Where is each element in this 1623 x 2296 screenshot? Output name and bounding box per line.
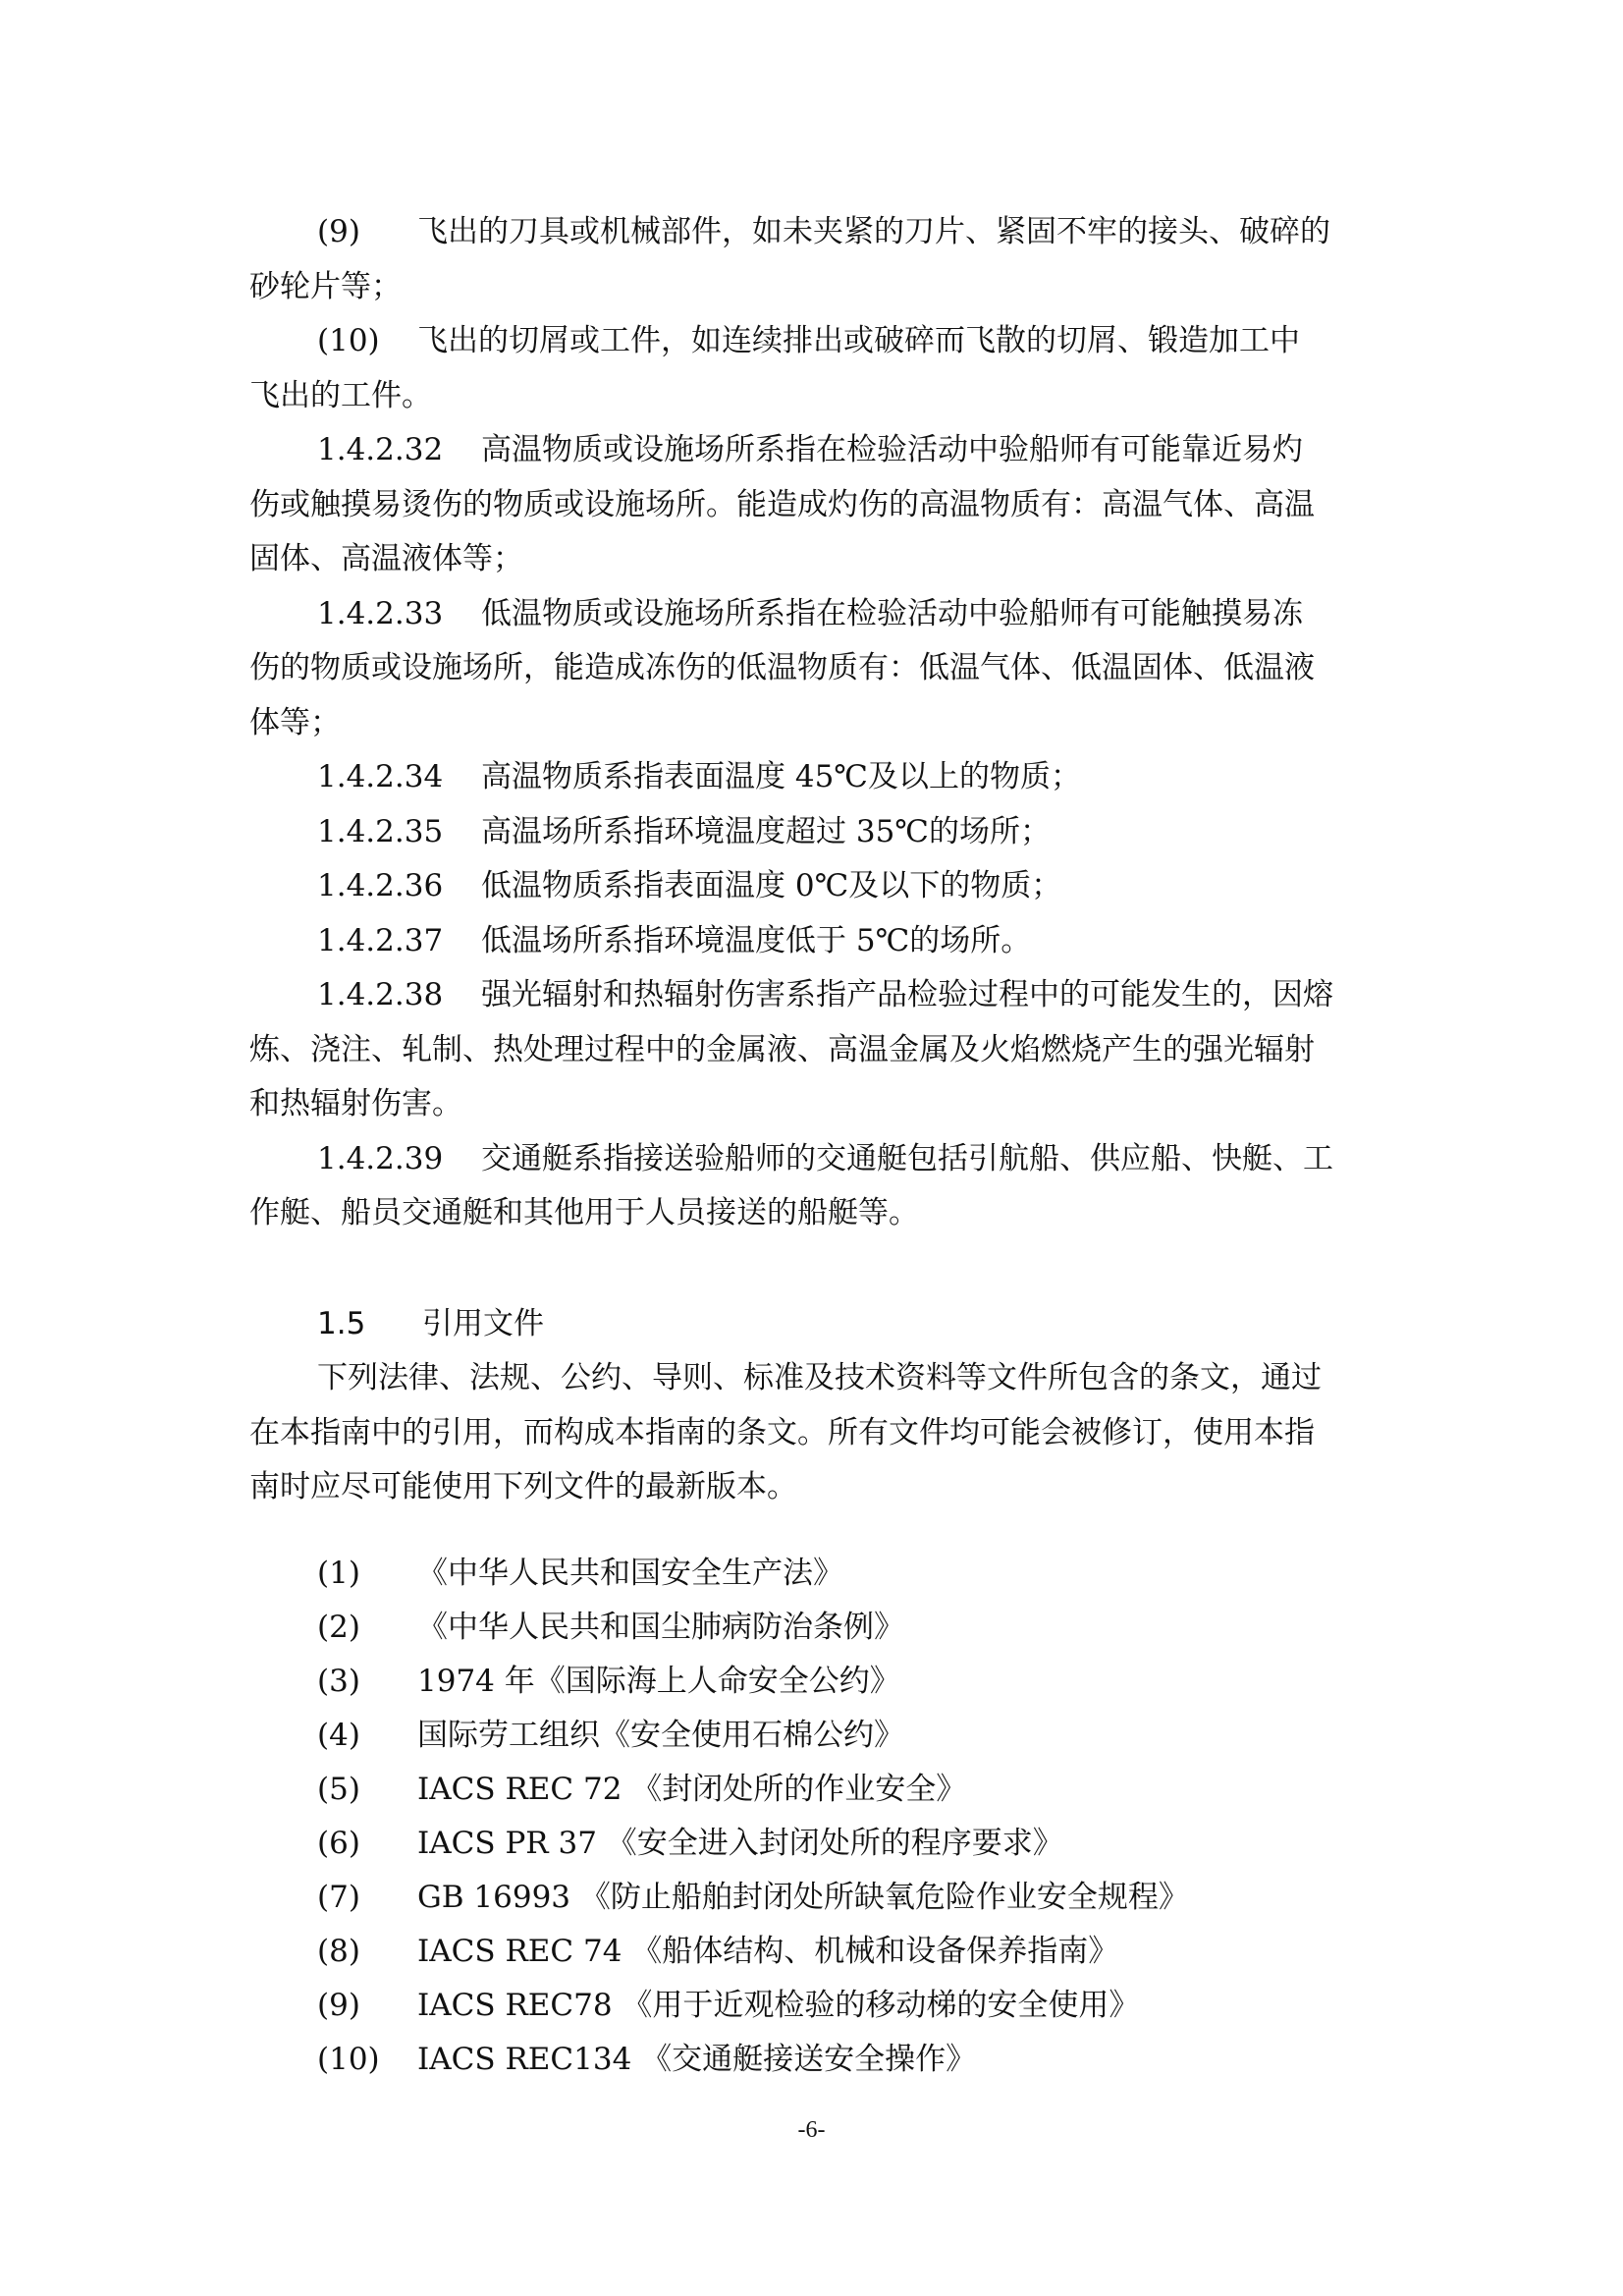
definition-text: 高温物质系指表面温度 45℃及以上的物质；: [481, 759, 1081, 794]
reference-text: IACS REC78 《用于近观检验的移动梯的安全使用》: [417, 1988, 1140, 2023]
reference-number: (4): [317, 1718, 360, 1753]
definition-text: 和热辐射伤害。: [249, 1086, 462, 1121]
definition-number: 1.4.2.33: [317, 596, 444, 631]
reference-text: 1974 年《国际海上人命安全公约》: [417, 1664, 900, 1699]
list-item-text: 砂轮片等；: [249, 269, 402, 304]
definition-text: 低温物质系指表面温度 0℃及以下的物质；: [481, 868, 1062, 903]
reference-number: (5): [317, 1772, 360, 1807]
definition-text: 伤或触摸易烫伤的物质或设施场所。能造成灼伤的高温物质有：高温气体、高温: [249, 487, 1315, 522]
definition-text: 强光辐射和热辐射伤害系指产品检验过程中的可能发生的，因熔: [481, 977, 1333, 1012]
list-item-text: 飞出的工件。: [249, 378, 432, 413]
reference-number: (8): [317, 1934, 360, 1969]
reference-text: IACS REC 72 《封闭处所的作业安全》: [417, 1772, 967, 1807]
definition-number: 1.4.2.34: [317, 759, 444, 794]
definition-number: 1.4.2.32: [317, 432, 444, 467]
reference-number: (10): [317, 2042, 380, 2077]
definition-text: 高温物质或设施场所系指在检验活动中验船师有可能靠近易灼: [481, 432, 1303, 467]
reference-number: (3): [317, 1664, 360, 1699]
definition-text: 体等；: [249, 705, 341, 740]
definition-number: 1.4.2.36: [317, 868, 444, 903]
paragraph-line: 下列法律、法规、公约、导则、标准及技术资料等文件所包含的条文，通过: [317, 1360, 1322, 1395]
definition-text: 低温场所系指环境温度低于 5℃的场所。: [481, 923, 1032, 958]
reference-number: (6): [317, 1826, 360, 1861]
reference-text: 国际劳工组织《安全使用石棉公约》: [417, 1718, 904, 1753]
list-item-number: (9): [317, 214, 360, 249]
reference-number: (1): [317, 1556, 360, 1591]
section-number: 1.5: [317, 1306, 366, 1341]
definition-text: 伤的物质或设施场所，能造成冻伤的低温物质有：低温气体、低温固体、低温液: [249, 650, 1315, 685]
definition-text: 高温场所系指环境温度超过 35℃的场所；: [481, 814, 1051, 849]
page-number: -6-: [797, 2117, 826, 2143]
list-item-number: (10): [317, 323, 380, 358]
paragraph-line: 南时应尽可能使用下列文件的最新版本。: [249, 1469, 797, 1504]
definition-text: 炼、浇注、轧制、热处理过程中的金属液、高温金属及火焰燃烧产生的强光辐射: [249, 1032, 1315, 1067]
reference-text: IACS REC 74 《船体结构、机械和设备保养指南》: [417, 1934, 1119, 1969]
list-item-text: 飞出的刀具或机械部件，如未夹紧的刀片、紧固不牢的接头、破碎的: [417, 214, 1330, 249]
reference-number: (7): [317, 1880, 360, 1915]
list-item-text: 飞出的切屑或工件，如连续排出或破碎而飞散的切屑、锻造加工中: [417, 323, 1300, 358]
definition-text: 低温物质或设施场所系指在检验活动中验船师有可能触摸易冻: [481, 596, 1303, 631]
definition-text: 作艇、船员交通艇和其他用于人员接送的船艇等。: [249, 1195, 919, 1230]
definition-text: 交通艇系指接送验船师的交通艇包括引航船、供应船、快艇、工: [481, 1141, 1333, 1176]
definition-number: 1.4.2.37: [317, 923, 444, 958]
reference-text: 《中华人民共和国尘肺病防治条例》: [417, 1610, 904, 1645]
reference-text: GB 16993 《防止船舶封闭处所缺氧危险作业安全规程》: [417, 1880, 1189, 1915]
section-title: 引用文件: [422, 1306, 544, 1341]
reference-number: (9): [317, 1988, 360, 2023]
definition-text: 固体、高温液体等；: [249, 541, 523, 576]
definition-number: 1.4.2.38: [317, 977, 444, 1012]
definition-number: 1.4.2.39: [317, 1141, 444, 1176]
reference-text: IACS PR 37 《安全进入封闭处所的程序要求》: [417, 1826, 1063, 1861]
paragraph-line: 在本指南中的引用，而构成本指南的条文。所有文件均可能会被修订，使用本指: [249, 1415, 1315, 1450]
reference-text: 《中华人民共和国安全生产法》: [417, 1556, 843, 1591]
reference-text: IACS REC134 《交通艇接送安全操作》: [417, 2042, 977, 2077]
reference-number: (2): [317, 1610, 360, 1645]
definition-number: 1.4.2.35: [317, 814, 444, 849]
